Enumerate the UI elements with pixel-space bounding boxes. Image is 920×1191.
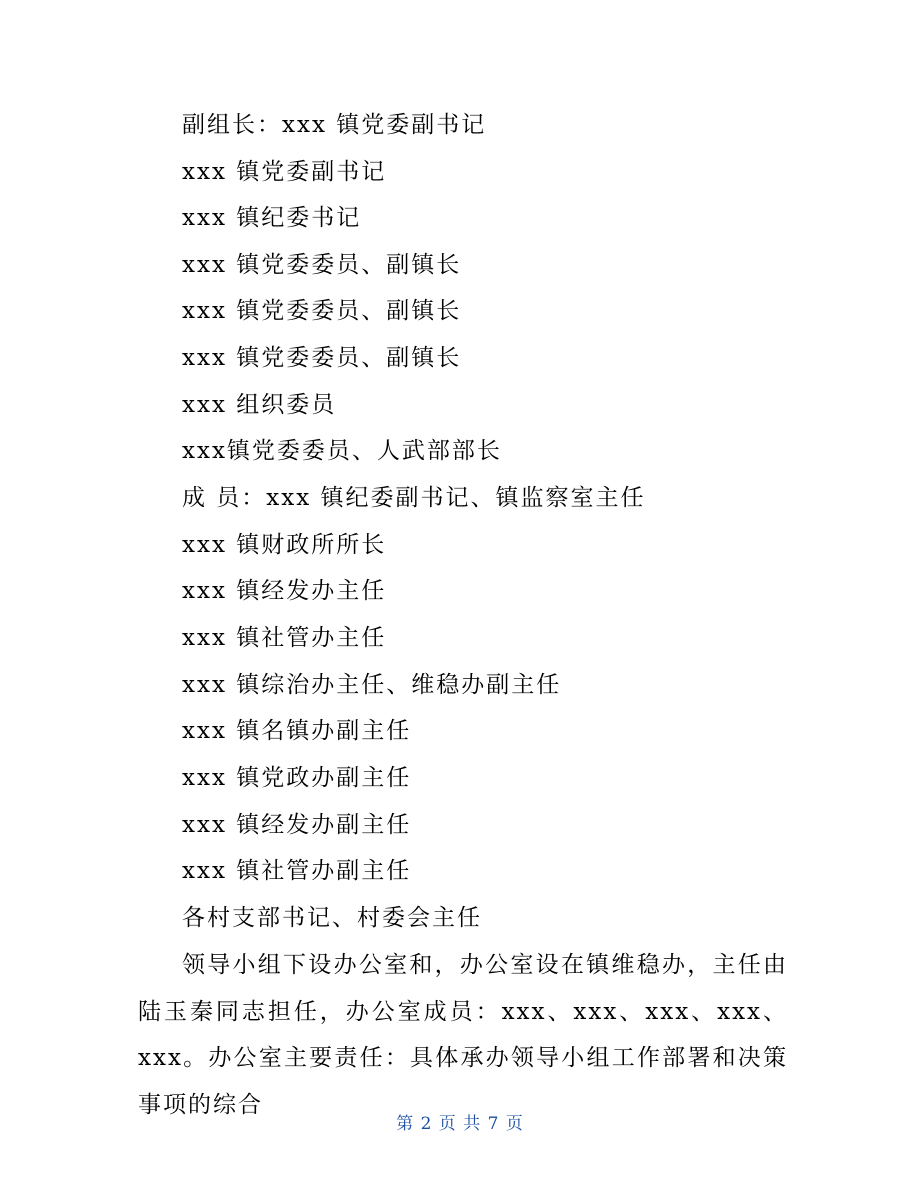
text-line: xxx 镇纪委书记 [182, 205, 362, 231]
body-paragraph: 领导小组下设办公室和，办公室设在镇维稳办，主任由陆玉秦同志担任，办公室成员：xxx、xxx、xxx、xxx、xxx。办公室主要责任：具体承办领导小组工作部署和决策事项的综合 [138, 952, 788, 1118]
text-line: xxx 镇社管办副主任 [182, 858, 412, 884]
text-line: xxx 镇综治办主任、维稳办副主任 [182, 672, 562, 698]
text-line: 成 员：xxx 镇纪委副书记、镇监察室主任 [182, 485, 646, 511]
text-line: xxx 镇经发办主任 [182, 578, 387, 604]
text-line: xxx 镇名镇办副主任 [182, 718, 412, 744]
text-line: xxx 镇社管办主任 [182, 625, 387, 651]
text-line: xxx 镇党政办副主任 [182, 765, 412, 791]
text-line: xxx 镇党委委员、副镇长 [182, 298, 462, 324]
text-line: 各村支部书记、村委会主任 [182, 905, 482, 931]
text-line: xxx 镇经发办副主任 [182, 812, 412, 838]
text-line: xxx 镇党委副书记 [182, 159, 387, 185]
page-number-footer: 第 2 页 共 7 页 [396, 1114, 524, 1134]
text-line: xxx 镇党委委员、副镇长 [182, 345, 462, 371]
text-line: xxx 镇党委委员、副镇长 [182, 252, 462, 278]
text-line: 副组长：xxx 镇党委副书记 [182, 112, 487, 138]
text-line: xxx 镇财政所所长 [182, 532, 387, 558]
text-line: xxx镇党委委员、人武部部长 [182, 438, 502, 464]
text-line: xxx 组织委员 [182, 392, 337, 418]
